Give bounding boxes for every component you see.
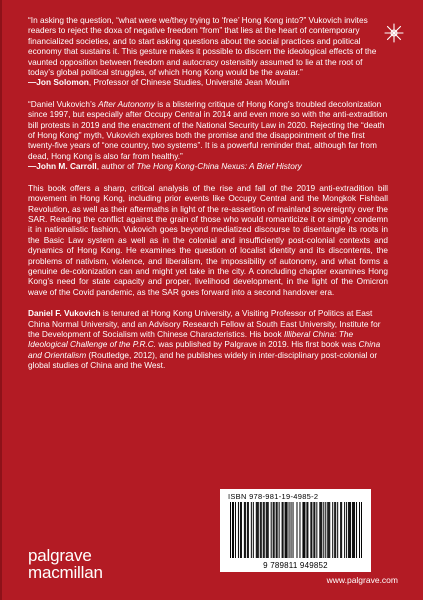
barcode-bar bbox=[238, 502, 239, 558]
barcode-bar bbox=[253, 502, 254, 558]
barcode-bar bbox=[303, 502, 304, 558]
barcode-bars bbox=[230, 502, 362, 558]
book-description: This book offers a sharp, critical analysis of the rise and fall of the 2019 anti-extradition bill movement in Hong Kong, including prior events like Occupy Central and the Mongkok Fishball Revolution, as well as their aftermaths in light of the re-assertion of mainland sovereignty over the SAR. Reading the conflict against the grain of those who would romanticize it or simply condemn it in nationalistic fashion, Vukovich goes beyond mediatized discourse to disentangle its roots in the Basic Law system as well as in the colonial and insufficiently post-colonial contexts and dynamics of Hong Kong. He examines the question of localist identity and its discontents, the problems of nativism, violence, and liberalism, the impossibility of autonomy, and what forms a genuine de-colonization can and might yet take in the city. A concluding chapter examines Hong Kong’s need for state capacity and proper, livelihood development, in the light of the Omicron wave of the Covid pandemic, as the SAR goes forward into a second handover era. bbox=[28, 182, 388, 297]
barcode-bar bbox=[289, 502, 290, 558]
quote-1-role: , Professor of Chinese Studies, Université Jean Moulin bbox=[88, 77, 290, 88]
barcode-bar bbox=[279, 502, 280, 558]
barcode-bar bbox=[349, 502, 350, 558]
spine-edge bbox=[0, 0, 2, 600]
barcode-bar bbox=[267, 502, 268, 558]
author-name: Daniel F. Vukovich bbox=[28, 308, 101, 319]
endorsement-quote-1 bbox=[28, 15, 388, 77]
barcode-bar bbox=[302, 502, 303, 558]
barcode-bar bbox=[350, 502, 351, 558]
barcode-bar bbox=[251, 502, 252, 558]
quote-2-text-a: “Daniel Vukovich’s bbox=[28, 98, 99, 109]
isbn-barcode bbox=[220, 489, 371, 572]
endorsement-quote-2 bbox=[28, 99, 388, 161]
isbn-number: ISBN 978-981-19-4985-2 bbox=[228, 492, 319, 501]
barcode-bar bbox=[332, 502, 333, 558]
barcode-bar bbox=[260, 502, 261, 558]
barcode-bar bbox=[247, 502, 248, 558]
publisher-logo-line-1: palgrave bbox=[28, 546, 92, 565]
barcode-bar bbox=[335, 502, 336, 558]
barcode-bar bbox=[325, 502, 326, 558]
barcode-bar bbox=[248, 502, 249, 558]
bio-text-b: was published by Palgrave in 2019. His first book was bbox=[156, 339, 359, 350]
barcode-bar bbox=[306, 502, 307, 558]
barcode-bar bbox=[346, 502, 347, 558]
barcode-bar bbox=[320, 502, 321, 558]
barcode-bar bbox=[285, 502, 286, 558]
barcode-bar bbox=[313, 502, 314, 558]
barcode-bar bbox=[334, 502, 335, 558]
bio-book-1: Illiberal China: The Ideological Challenge of the P.R.C. bbox=[28, 328, 354, 350]
bio-text-c: (Routledge, 2012), and he publishes widely in inter-disciplinary post-colonial or global studies of China and the West. bbox=[28, 349, 378, 371]
barcode-bar bbox=[283, 502, 284, 558]
barcode-bar bbox=[310, 502, 311, 558]
barcode-bar bbox=[299, 502, 300, 558]
barcode-bar bbox=[271, 502, 272, 558]
barcode-bar bbox=[241, 502, 242, 558]
barcode-bar bbox=[256, 502, 257, 558]
barcode-bar bbox=[230, 502, 231, 558]
barcode-bar bbox=[314, 502, 315, 558]
barcode-bar bbox=[261, 502, 262, 558]
barcode-bar bbox=[328, 502, 329, 558]
barcode-bar bbox=[316, 502, 317, 558]
barcode-bar bbox=[264, 502, 265, 558]
quote-1-attribution bbox=[28, 77, 388, 87]
barcode-bar bbox=[304, 502, 305, 558]
back-cover-text bbox=[28, 15, 388, 371]
barcode-bar bbox=[291, 502, 292, 558]
barcode-bar bbox=[327, 502, 328, 558]
author-bio bbox=[28, 308, 388, 370]
barcode-bar bbox=[286, 502, 287, 558]
barcode-bar bbox=[340, 502, 341, 558]
barcode-bar bbox=[233, 502, 234, 558]
barcode-bar bbox=[356, 502, 357, 558]
quote-2-role: , author of bbox=[96, 161, 137, 172]
barcode-bar bbox=[240, 502, 241, 558]
barcode-bar bbox=[352, 502, 353, 558]
barcode-bar bbox=[245, 502, 246, 558]
barcode-bar bbox=[287, 502, 288, 558]
barcode-bar bbox=[341, 502, 342, 558]
barcode-bar bbox=[277, 502, 278, 558]
barcode-bar bbox=[329, 502, 330, 558]
publisher-logo bbox=[28, 548, 103, 581]
barcode-bar bbox=[344, 502, 345, 558]
barcode-bar bbox=[244, 502, 245, 558]
publisher-url: www.palgrave.com bbox=[326, 575, 398, 585]
barcode-bar bbox=[257, 502, 258, 558]
barcode-bar bbox=[282, 502, 283, 558]
barcode-bar bbox=[354, 502, 355, 558]
barcode-bar bbox=[274, 502, 275, 558]
barcode-bar bbox=[359, 502, 360, 558]
barcode-bar bbox=[273, 502, 274, 558]
quote-2-book-title: After Autonomy bbox=[98, 98, 155, 109]
barcode-bar bbox=[307, 502, 308, 558]
bio-book-2: China and Orientalism bbox=[28, 339, 381, 360]
barcode-bar bbox=[296, 502, 297, 558]
quote-2-author: —John M. Carroll bbox=[28, 161, 97, 172]
barcode-bar bbox=[266, 502, 267, 558]
quote-1-author: —Jon Solomon bbox=[28, 77, 89, 88]
barcode-bar bbox=[353, 502, 354, 558]
quote-2-attribution bbox=[28, 161, 388, 171]
barcode-bar bbox=[311, 502, 312, 558]
barcode-bar bbox=[232, 502, 233, 558]
quote-1-text: “In asking the question, “what were we/they trying to ‘free’ Hong Kong into?” Vukovich invites readers to reject the doxa of negative freedom “from” that lies at the heart of contemporary financialized societies, and to start asking questions about the social practices and political economy that sustains it. This gesture makes it possible to discern the ideological effects of the vaunted opposition between freedom and autocracy ostensibly assumed to lie at the root of today’s global political struggles, of which Hong Kong would be the avatar.” bbox=[28, 15, 377, 78]
barcode-bar bbox=[258, 502, 259, 558]
barcode-bar bbox=[319, 502, 320, 558]
barcode-bar bbox=[293, 502, 294, 558]
barcode-bar bbox=[337, 502, 338, 558]
barcode-digits: 9 789811 949852 bbox=[263, 561, 328, 570]
quote-2-work-title: The Hong Kong-China Nexus: A Brief History bbox=[136, 161, 302, 172]
barcode-bar bbox=[235, 502, 236, 558]
barcode-bar bbox=[268, 502, 269, 558]
bio-text-a: is tenured at Hong Kong University, a Visiting Professor of Politics at East China Normal University, and an Advisory Research Fellow at South East University, Institute for the Development of Socialism with Chinese Characteristics. His book bbox=[28, 308, 381, 339]
barcode-bar bbox=[348, 502, 349, 558]
barcode-bar bbox=[323, 502, 324, 558]
barcode-bar bbox=[321, 502, 322, 558]
quote-2-text-b: is a blistering critique of Hong Kong’s troubled decolonization since 1997, but especially after Occupy Central in 2014 and even more so with the anti-extradition bill protests in 2019 and the enactment of the National Security Law in 2020. Rejecting the “death of Hong Kong” myth, Vukovich explores both the promise and the disappointment of the first twenty-five years of “one country, two systems”. It is a powerful reminder that, although far from dead, Hong Kong is also far from healthy.” bbox=[28, 98, 388, 161]
barcode-bar bbox=[263, 502, 264, 558]
barcode-bar bbox=[276, 502, 277, 558]
publisher-logo-line-2: macmillan bbox=[28, 563, 103, 582]
barcode-bar bbox=[361, 502, 362, 558]
